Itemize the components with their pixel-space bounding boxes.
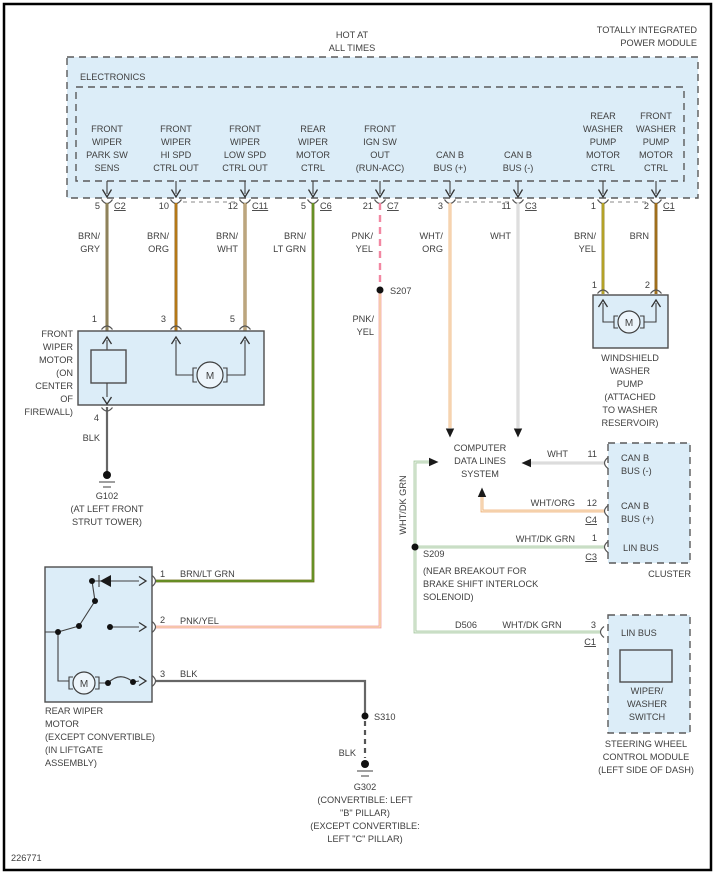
steering-wheel-control-module (455, 615, 694, 775)
svg-text:FRONT: FRONT (160, 124, 192, 134)
g302-ground (310, 760, 419, 844)
svg-text:LOW SPD: LOW SPD (223, 150, 267, 160)
svg-text:BRN/: BRN/ (147, 231, 169, 241)
svg-text:BUS (+): BUS (+) (621, 514, 654, 524)
svg-text:REAR WIPER: REAR WIPER (45, 706, 104, 716)
svg-text:C11: C11 (252, 201, 269, 211)
svg-text:LIN BUS: LIN BUS (621, 628, 657, 638)
svg-text:WASHER: WASHER (627, 699, 667, 709)
svg-text:BUS (-): BUS (-) (502, 163, 534, 173)
svg-text:5: 5 (229, 314, 235, 324)
tipm-title2: POWER MODULE (620, 38, 697, 48)
svg-text:PNK/: PNK/ (351, 231, 373, 241)
svg-text:WASHER: WASHER (636, 124, 676, 134)
arrow-down-icon (446, 429, 454, 438)
svg-text:5: 5 (300, 201, 306, 211)
svg-text:3: 3 (437, 201, 443, 211)
svg-text:CONTROL MODULE: CONTROL MODULE (602, 752, 690, 762)
svg-text:LEFT "C" PILLAR): LEFT "C" PILLAR) (327, 834, 403, 844)
svg-text:PUMP: PUMP (642, 137, 670, 147)
svg-text:WIPER: WIPER (91, 137, 123, 147)
svg-text:YEL: YEL (355, 244, 373, 254)
svg-text:(NEAR BREAKOUT FOR: (NEAR BREAKOUT FOR (423, 566, 527, 576)
svg-text:REAR: REAR (590, 111, 616, 121)
svg-text:FRONT: FRONT (229, 124, 261, 134)
svg-text:SWITCH: SWITCH (628, 712, 666, 722)
svg-text:OF: OF (60, 394, 73, 404)
svg-text:BRN/: BRN/ (216, 231, 238, 241)
svg-text:STRUT TOWER): STRUT TOWER) (72, 517, 142, 527)
rear-wiper-motor (45, 567, 235, 768)
svg-text:ORG: ORG (422, 244, 443, 254)
svg-text:1: 1 (591, 533, 597, 543)
svg-text:YEL: YEL (578, 244, 596, 254)
svg-text:CAN B: CAN B (621, 453, 650, 463)
svg-text:WIPER: WIPER (297, 137, 329, 147)
svg-text:FRONT: FRONT (41, 329, 73, 339)
svg-text:S207: S207 (390, 286, 412, 296)
svg-text:M: M (79, 679, 89, 690)
svg-text:S310: S310 (374, 712, 396, 722)
wire-color-labels (78, 231, 649, 254)
svg-text:PNK/YEL: PNK/YEL (180, 616, 219, 626)
svg-text:(IN LIFTGATE: (IN LIFTGATE (45, 745, 104, 755)
svg-text:MOTOR: MOTOR (38, 355, 73, 365)
s209-splice (412, 544, 540, 603)
svg-text:BLK: BLK (180, 669, 198, 679)
svg-text:LIN BUS: LIN BUS (623, 543, 659, 553)
svg-text:HI SPD: HI SPD (160, 150, 192, 160)
svg-text:BRN/: BRN/ (78, 231, 100, 241)
arrow-up-icon (478, 488, 486, 498)
tipm-title: TOTALLY INTEGRATED (596, 25, 697, 35)
windshield-washer-pump (592, 280, 668, 428)
svg-text:WIPER: WIPER (42, 342, 73, 352)
svg-text:C1: C1 (663, 201, 675, 211)
svg-text:WHT: WHT (490, 231, 511, 241)
svg-text:WHT: WHT (547, 449, 568, 459)
svg-text:MOTOR: MOTOR (45, 719, 80, 729)
svg-text:2: 2 (643, 201, 649, 211)
svg-text:WHT: WHT (217, 244, 238, 254)
electronics-label: ELECTRONICS (80, 72, 146, 82)
svg-text:WINDSHIELD: WINDSHIELD (601, 353, 659, 363)
hot-at-label2: ALL TIMES (328, 43, 376, 53)
svg-text:4: 4 (93, 413, 99, 423)
park-switch-box (91, 350, 126, 383)
svg-text:WIPER: WIPER (229, 137, 261, 147)
svg-text:11: 11 (501, 201, 511, 211)
svg-text:1: 1 (591, 280, 597, 290)
arrow-right-icon (429, 458, 439, 466)
svg-text:5: 5 (94, 201, 100, 211)
svg-text:(AT LEFT FRONT: (AT LEFT FRONT (70, 504, 144, 514)
svg-text:FRONT: FRONT (364, 124, 396, 134)
svg-text:PARK SW: PARK SW (86, 150, 128, 160)
svg-text:12: 12 (227, 201, 238, 211)
svg-text:REAR: REAR (300, 124, 326, 134)
svg-text:(CONVERTIBLE: LEFT: (CONVERTIBLE: LEFT (317, 795, 413, 805)
svg-text:3: 3 (160, 669, 166, 679)
svg-text:TO WASHER: TO WASHER (602, 405, 658, 415)
svg-text:FRONT: FRONT (91, 124, 123, 134)
svg-text:CTRL: CTRL (591, 163, 615, 173)
svg-text:(ATTACHED: (ATTACHED (604, 392, 656, 402)
wire-wht-dkgrn-datalines (415, 462, 429, 547)
svg-text:FRONT: FRONT (640, 111, 672, 121)
svg-text:WASHER: WASHER (583, 124, 623, 134)
svg-text:WHT/DK GRN: WHT/DK GRN (502, 620, 562, 630)
svg-text:1: 1 (160, 569, 166, 579)
svg-text:PUMP: PUMP (616, 379, 644, 389)
cluster-name: CLUSTER (648, 569, 691, 579)
svg-text:MOTOR: MOTOR (638, 150, 674, 160)
svg-text:"B" PILLAR): "B" PILLAR) (340, 808, 390, 818)
svg-text:C1: C1 (584, 637, 596, 647)
svg-text:PUMP: PUMP (589, 137, 617, 147)
front-wiper-motor (24, 314, 264, 443)
svg-text:CAN B: CAN B (503, 150, 533, 160)
svg-text:2: 2 (160, 615, 166, 625)
svg-text:BRN/: BRN/ (574, 231, 596, 241)
svg-text:10: 10 (158, 201, 169, 211)
svg-text:MOTOR: MOTOR (295, 150, 331, 160)
ground-icon (357, 760, 373, 776)
svg-text:(RUN-ACC): (RUN-ACC) (355, 163, 405, 173)
blk-label-rear: BLK (338, 748, 356, 758)
svg-text:GRY: GRY (80, 244, 100, 254)
svg-text:IGN SW: IGN SW (363, 137, 397, 147)
g102-ground (71, 471, 144, 527)
svg-text:SOLENOID): SOLENOID) (423, 592, 474, 602)
svg-text:(EXCEPT CONVERTIBLE): (EXCEPT CONVERTIBLE) (45, 732, 155, 742)
svg-text:CTRL OUT: CTRL OUT (153, 163, 199, 173)
svg-text:SENS: SENS (94, 163, 120, 173)
svg-text:G302: G302 (353, 782, 377, 792)
svg-text:CTRL OUT: CTRL OUT (222, 163, 268, 173)
svg-text:PNK/: PNK/ (352, 314, 374, 324)
svg-text:1: 1 (590, 201, 596, 211)
svg-text:CAN B: CAN B (621, 501, 650, 511)
wiper-washer-switch-box (620, 650, 672, 682)
svg-text:C2: C2 (114, 201, 126, 211)
svg-text:BRN/: BRN/ (284, 231, 306, 241)
svg-text:OUT: OUT (370, 150, 390, 160)
arrow-down-icon (514, 429, 522, 438)
wire-blk-rear (156, 681, 365, 713)
svg-text:WIPER: WIPER (160, 137, 192, 147)
svg-text:SYSTEM: SYSTEM (461, 469, 499, 479)
d506-label: D506 (455, 620, 477, 630)
svg-text:BUS (+): BUS (+) (433, 163, 467, 173)
svg-text:BUS (-): BUS (-) (621, 466, 652, 476)
svg-text:COMPUTER: COMPUTER (453, 443, 507, 453)
svg-text:DATA LINES: DATA LINES (454, 456, 506, 466)
blk-label-front: BLK (82, 433, 100, 443)
svg-text:BRN: BRN (629, 231, 649, 241)
svg-text:WHT/: WHT/ (419, 231, 443, 241)
svg-text:(EXCEPT CONVERTIBLE:: (EXCEPT CONVERTIBLE: (310, 821, 420, 831)
svg-text:STEERING WHEEL: STEERING WHEEL (604, 739, 688, 749)
svg-text:C4: C4 (585, 515, 597, 525)
svg-text:WHT/DK GRN: WHT/DK GRN (515, 534, 575, 544)
svg-text:RESERVOIR): RESERVOIR) (601, 418, 659, 428)
svg-text:M: M (624, 318, 634, 329)
svg-text:C7: C7 (387, 201, 399, 211)
svg-text:3: 3 (160, 314, 166, 324)
svg-text:M: M (205, 371, 215, 382)
svg-text:3: 3 (590, 620, 596, 630)
wire-pnk-yel (156, 203, 380, 627)
svg-text:BRN/LT GRN: BRN/LT GRN (180, 569, 235, 579)
svg-text:CTRL: CTRL (301, 163, 325, 173)
svg-text:C3: C3 (585, 552, 597, 562)
svg-text:LT GRN: LT GRN (273, 244, 306, 254)
vertical-wire-label: WHT/DK GRN (398, 475, 408, 535)
computer-data-lines (398, 429, 531, 535)
svg-text:BRAKE SHIFT INTERLOCK: BRAKE SHIFT INTERLOCK (423, 579, 539, 589)
svg-text:FIREWALL): FIREWALL) (24, 407, 73, 417)
svg-text:2: 2 (644, 280, 650, 290)
svg-text:(LEFT SIDE OF DASH): (LEFT SIDE OF DASH) (598, 765, 694, 775)
svg-text:C6: C6 (320, 201, 332, 211)
svg-text:WHT/ORG: WHT/ORG (530, 498, 575, 508)
svg-text:YEL: YEL (356, 327, 374, 337)
s207-splice (353, 286, 412, 337)
svg-text:WASHER: WASHER (610, 366, 650, 376)
svg-text:MOTOR: MOTOR (585, 150, 621, 160)
svg-text:S209: S209 (423, 549, 445, 559)
ground-icon (99, 471, 115, 487)
svg-text:C3: C3 (525, 201, 537, 211)
svg-text:12: 12 (586, 498, 597, 508)
svg-text:ORG: ORG (148, 244, 169, 254)
svg-text:(ON: (ON (56, 368, 73, 378)
svg-text:11: 11 (587, 449, 597, 459)
svg-text:ASSEMBLY): ASSEMBLY) (45, 758, 97, 768)
svg-text:WIPER/: WIPER/ (630, 686, 664, 696)
s310-splice (339, 712, 396, 758)
svg-text:G102: G102 (95, 491, 119, 501)
arrow-left-icon (522, 459, 532, 467)
tipm-module (67, 25, 698, 211)
svg-text:1: 1 (91, 314, 97, 324)
figure-number: 226771 (11, 853, 42, 863)
tipm-pin-labels (95, 201, 675, 211)
svg-text:CTRL: CTRL (644, 163, 668, 173)
hot-at-label: HOT AT (335, 30, 369, 40)
svg-text:CENTER: CENTER (35, 381, 73, 391)
svg-text:21: 21 (362, 201, 373, 211)
svg-text:CAN B: CAN B (435, 150, 465, 160)
